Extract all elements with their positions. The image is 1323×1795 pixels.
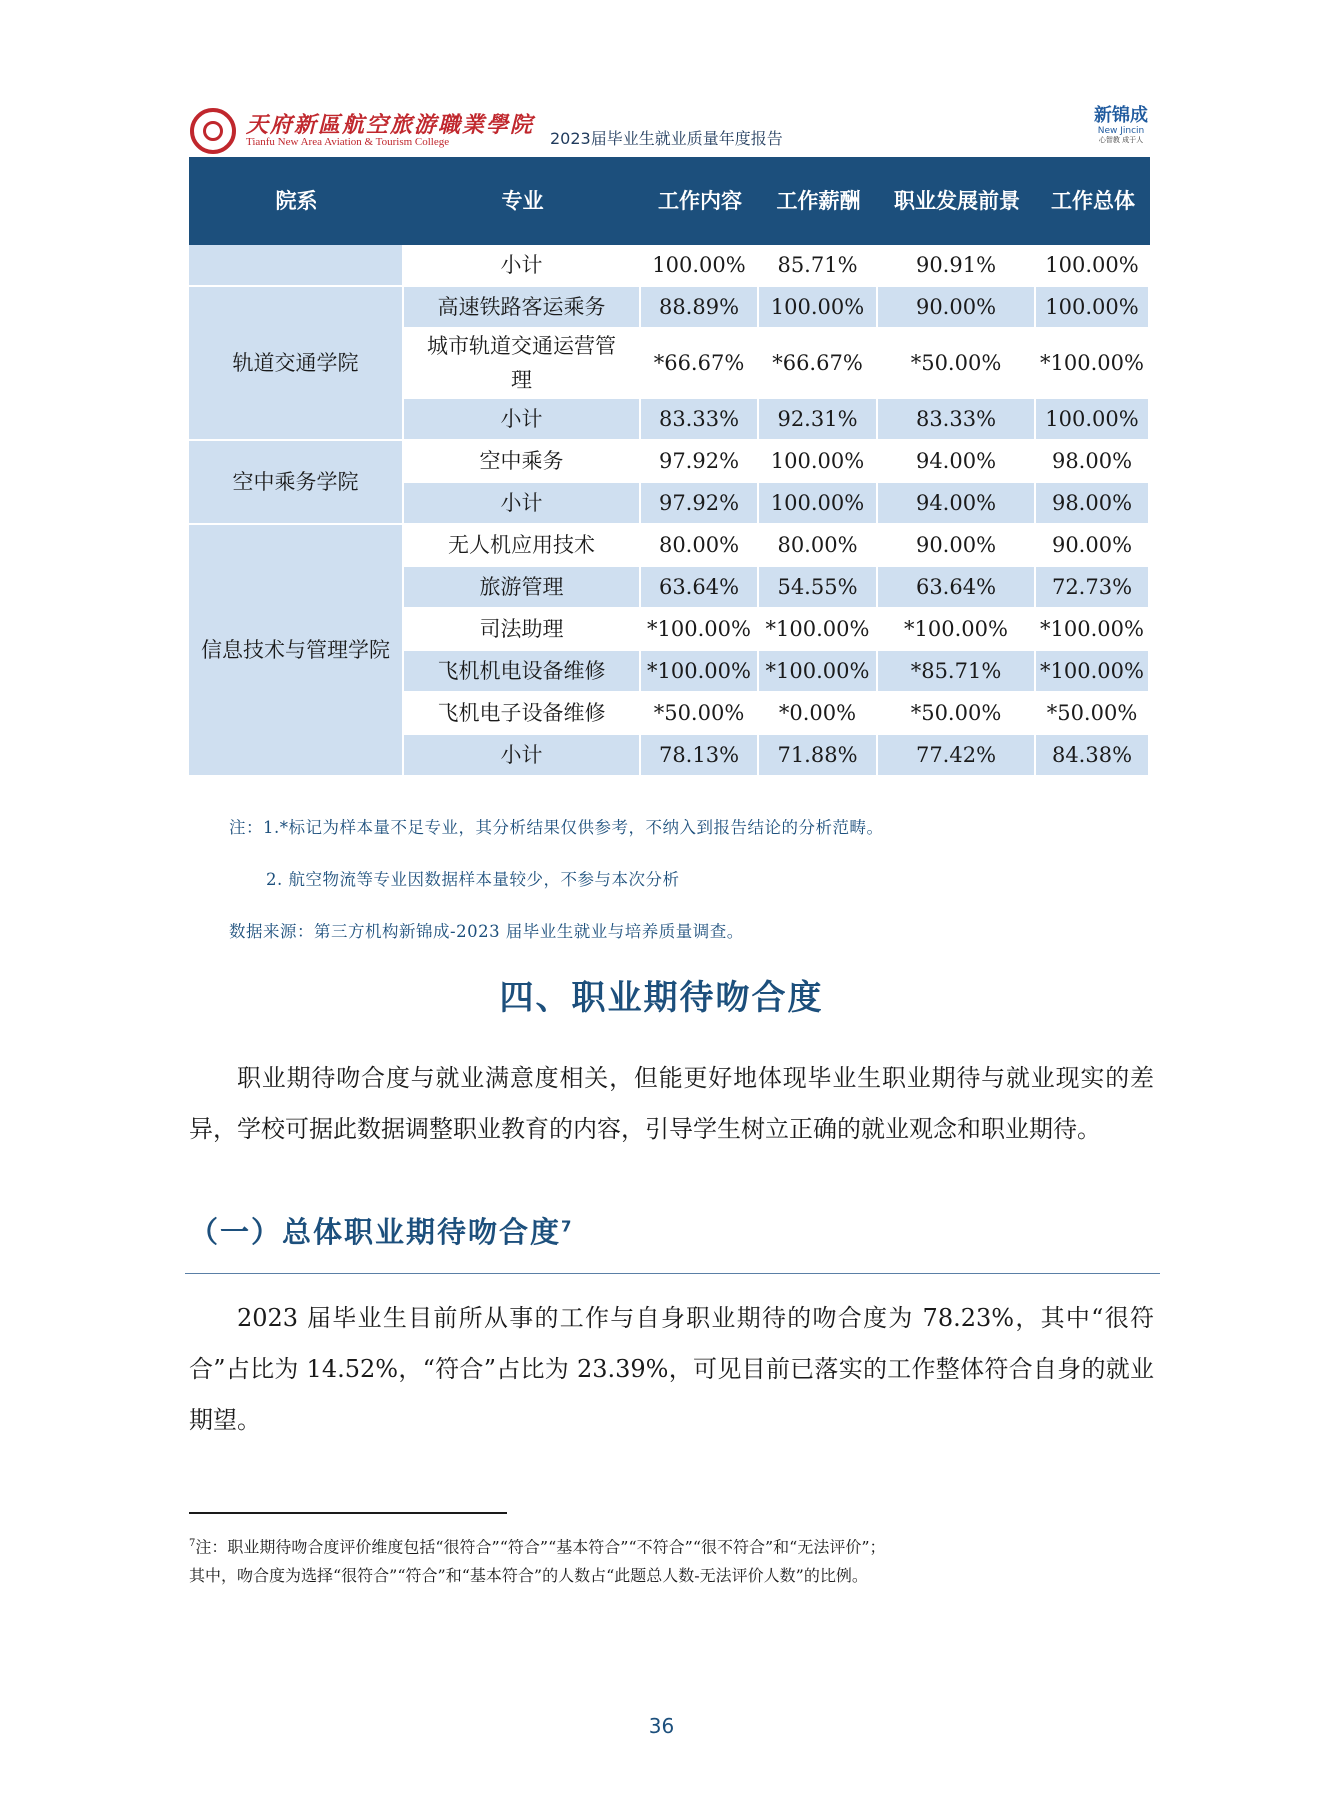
school-logo-icon bbox=[190, 108, 236, 154]
major-cell: 空中乘务 bbox=[404, 441, 641, 483]
brand-slogan: 心智教 成于人 bbox=[1098, 136, 1144, 144]
table-row bbox=[189, 287, 1150, 329]
col-header-prospect: 职业发展前景 bbox=[878, 157, 1036, 245]
page-header bbox=[190, 104, 1150, 154]
footnote-divider bbox=[189, 1512, 507, 1514]
school-name-cn: 天府新區航空旅游職業學院 bbox=[246, 112, 535, 138]
major-cell: 小计 bbox=[404, 399, 641, 441]
dept-cell bbox=[189, 245, 404, 287]
col-header-dept: 院系 bbox=[189, 157, 404, 245]
value-cell: 98.00% bbox=[1036, 441, 1150, 483]
value-cell: 83.33% bbox=[878, 399, 1036, 441]
value-cell: 100.00% bbox=[759, 441, 878, 483]
value-cell: *66.67% bbox=[759, 329, 878, 399]
major-cell: 飞机机电设备维修 bbox=[404, 651, 641, 693]
table-note-2: 2. 航空物流等专业因数据样本量较少，不参与本次分析 bbox=[266, 870, 680, 889]
value-cell: 90.00% bbox=[878, 287, 1036, 329]
value-cell: 72.73% bbox=[1036, 567, 1150, 609]
value-cell: 100.00% bbox=[1036, 399, 1150, 441]
value-cell: 84.38% bbox=[1036, 735, 1150, 777]
value-cell: *66.67% bbox=[641, 329, 759, 399]
subsection-divider bbox=[185, 1273, 1160, 1274]
dept-cell: 空中乘务学院 bbox=[189, 441, 404, 525]
value-cell: *100.00% bbox=[641, 609, 759, 651]
footnote-text-1: 注：职业期待吻合度评价维度包括“很符合”“符合”“基本符合”“不符合”“很不符合”和“无法评价”； bbox=[195, 1537, 886, 1557]
dept-cell: 信息技术与管理学院 bbox=[189, 525, 404, 777]
value-cell: 63.64% bbox=[878, 567, 1036, 609]
subsection-title bbox=[189, 1210, 573, 1251]
major-cell: 高速铁路客运乘务 bbox=[404, 287, 641, 329]
major-cell: 无人机应用技术 bbox=[404, 525, 641, 567]
page-number: 36 bbox=[648, 1714, 675, 1738]
value-cell: 90.91% bbox=[878, 245, 1036, 287]
value-cell: 80.00% bbox=[641, 525, 759, 567]
major-cell: 司法助理 bbox=[404, 609, 641, 651]
footnote-line-1 bbox=[189, 1528, 1164, 1563]
value-cell: *100.00% bbox=[641, 651, 759, 693]
brand-name-en: New Jincin bbox=[1097, 126, 1145, 136]
major-cell: 小计 bbox=[404, 483, 641, 525]
value-cell: 71.88% bbox=[759, 735, 878, 777]
value-cell: *50.00% bbox=[878, 329, 1036, 399]
value-cell: 100.00% bbox=[759, 287, 878, 329]
value-cell: 78.13% bbox=[641, 735, 759, 777]
value-cell: 100.00% bbox=[1036, 287, 1150, 329]
value-cell: 80.00% bbox=[759, 525, 878, 567]
value-cell: *0.00% bbox=[759, 693, 878, 735]
value-cell: 85.71% bbox=[759, 245, 878, 287]
value-cell: 83.33% bbox=[641, 399, 759, 441]
value-cell: *100.00% bbox=[759, 609, 878, 651]
value-cell: 100.00% bbox=[1036, 245, 1150, 287]
value-cell: *100.00% bbox=[878, 609, 1036, 651]
value-cell: *50.00% bbox=[878, 693, 1036, 735]
value-cell: *100.00% bbox=[1036, 609, 1150, 651]
value-cell: 88.89% bbox=[641, 287, 759, 329]
value-cell: 63.64% bbox=[641, 567, 759, 609]
col-header-major: 专业 bbox=[404, 157, 641, 245]
major-cell: 小计 bbox=[404, 245, 641, 287]
data-source-note: 数据来源：第三方机构新锦成-2023 届毕业生就业与培养质量调查。 bbox=[229, 922, 744, 941]
value-cell: *50.00% bbox=[1036, 693, 1150, 735]
col-header-overall: 工作总体 bbox=[1036, 157, 1150, 245]
value-cell: *50.00% bbox=[641, 693, 759, 735]
subsection-body: 2023 届毕业生目前所从事的工作与自身职业期待的吻合度为 78.23%，其中“很符合”占比为 14.52%，“符合”占比为 23.39%，可见目前已落实的工作整体符合自身的就业期望。 bbox=[189, 1304, 1154, 1434]
table-header-row bbox=[189, 157, 1150, 245]
value-cell: 90.00% bbox=[1036, 525, 1150, 567]
section-title: 四、职业期待吻合度 bbox=[499, 978, 824, 1018]
major-cell: 飞机电子设备维修 bbox=[404, 693, 641, 735]
brand-name-cn: 新锦成 bbox=[1094, 105, 1148, 126]
table-row bbox=[189, 245, 1150, 287]
value-cell: *100.00% bbox=[1036, 651, 1150, 693]
section-intro: 职业期待吻合度与就业满意度相关，但能更好地体现毕业生职业期待与就业现实的差异，学校可据此数据调整职业教育的内容，引导学生树立正确的就业观念和职业期待。 bbox=[189, 1064, 1154, 1143]
value-cell: 98.00% bbox=[1036, 483, 1150, 525]
value-cell: 100.00% bbox=[641, 245, 759, 287]
col-header-content: 工作内容 bbox=[641, 157, 759, 245]
major-cell: 城市轨道交通运营管理 bbox=[404, 329, 641, 399]
footnote-marker: 7 bbox=[189, 1538, 196, 1549]
value-cell: 97.92% bbox=[641, 441, 759, 483]
school-name-en: Tianfu New Area Aviation & Tourism College bbox=[246, 136, 450, 148]
table-row bbox=[189, 525, 1150, 567]
value-cell: *100.00% bbox=[759, 651, 878, 693]
value-cell: 94.00% bbox=[878, 483, 1036, 525]
value-cell: 90.00% bbox=[878, 525, 1036, 567]
table-note-1: 注：1.*标记为样本量不足专业，其分析结果仅供参考，不纳入到报告结论的分析范畴。 bbox=[229, 818, 884, 837]
major-cell: 旅游管理 bbox=[404, 567, 641, 609]
brand-logo bbox=[1094, 106, 1148, 145]
table-row bbox=[189, 441, 1150, 483]
value-cell: 94.00% bbox=[878, 441, 1036, 483]
footnote-line-2: 其中，吻合度为选择“很符合”“符合”和“基本符合”的人数占“此题总人数-无法评价人数”的比例。 bbox=[189, 1566, 868, 1585]
report-title: 2023届毕业生就业质量年度报告 bbox=[550, 129, 783, 148]
major-cell: 小计 bbox=[404, 735, 641, 777]
col-header-salary: 工作薪酬 bbox=[759, 157, 878, 245]
subsection-title-text: （一）总体职业期待吻合度 bbox=[189, 1215, 562, 1249]
dept-cell: 轨道交通学院 bbox=[189, 287, 404, 441]
value-cell: 77.42% bbox=[878, 735, 1036, 777]
value-cell: 54.55% bbox=[759, 567, 878, 609]
value-cell: *100.00% bbox=[1036, 329, 1150, 399]
value-cell: 100.00% bbox=[759, 483, 878, 525]
footnote-ref: 7 bbox=[561, 1217, 574, 1236]
satisfaction-table bbox=[189, 157, 1150, 777]
value-cell: 97.92% bbox=[641, 483, 759, 525]
value-cell: *85.71% bbox=[878, 651, 1036, 693]
value-cell: 92.31% bbox=[759, 399, 878, 441]
